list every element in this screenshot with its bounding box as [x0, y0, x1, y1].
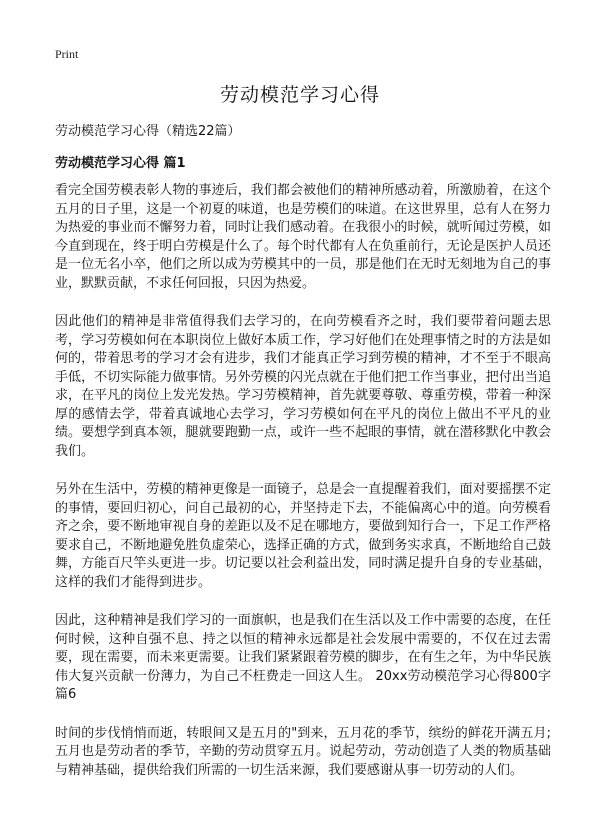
paragraph-3: 另外在生活中，劳模的精神更像是一面镜子，总是会一直提醒着我们，面对要摇摆不定的事情，要回归初心，问自己最初的心，并坚持走下去，不能偏离心中的道。向劳模看齐之余，要不断地审视自身的差距以及不足在哪地方，要做到知行合一，下足工作严格要求自己，不断地避免胜负虚荣心，选择正确的方式，做到务实求真，不断地给自己鼓舞，方能百尺竿头更进一步。切记要以社会利益出发，同时满足提升自身的专业基础，这样的我们才能得到进步。 [55, 482, 551, 590]
print-link[interactable]: Print [55, 47, 79, 61]
section-heading: 劳动模范学习心得 篇1 [55, 156, 186, 171]
article-body [55, 182, 551, 800]
paragraph-5: 时间的步伐悄悄而逝，转眼间又是五月的"到来，五月花的季节，缤纷的鲜花开满五月;五月也是劳动者的季节，辛勤的劳动贯穿五月。说起劳动，劳动创造了人类的物质基础与精神基础，提供给我们所需的一切生活来源，我们要感谢从事一切劳动的人们。 [55, 725, 551, 778]
paragraph-4: 因此，这种精神是我们学习的一面旗帜，也是我们在生活以及工作中需要的态度，在任何时候，这种自强不息、持之以恒的精神永远都是社会发展中需要的，不仅在过去需要，现在需要，而未来更需要。让我们紧紧跟着劳模的脚步，在有生之年，为中华民族伟大复兴贡献一份薄力，为自己不枉费走一回这人生。 20xx劳动模范学习心得800字篇6 [55, 613, 551, 702]
page-title: 劳动模范学习心得 [219, 84, 380, 106]
paragraph-1: 看完全国劳模表彰人物的事迹后，我们都会被他们的精神所感动着，所激励着，在这个五月的日子里，这是一个初夏的味道，也是劳模们的味道。在这世界里，总有人在努力为热爱的事业而不懈努力着，同时让我们感动着。在我很小的时候，就听闻过劳模，如今直到现在，终于明白劳模是什么了。每个时代都有人在负重前行，无论是医护人员还是一位无名小卒，他们之所以成为劳模其中的一员，那是他们在无时无刻地为自己的事业，默默贡献，不求任何回报，只因为热爱。 [55, 183, 551, 291]
paragraph-2: 因此他们的精神是非常值得我们去学习的，在向劳模看齐之时，我们要带着问题去思考，学习劳模如何在本职岗位上做好本质工作，学习好他们在处理事情之时的方法是如何的，带着思考的学习才会有进步，我们才能真正学习到劳模的精神，才不至于不眼高手低，不切实际能力做事情。另外劳模的闪光点就在于他们把工作当事业，把付出当追求，在平凡的岗位上发光发热。学习劳模精神，首先就要尊敬、尊重劳模，带着一种深厚的感情去学，带着真诚地心去学习，学习劳模如何在平凡的岗位上做出不平凡的业绩。要想学到真本领，腿就要跑勤一点，或许一些不起眼的事情，就在潜移默化中教会我们。 [55, 314, 551, 459]
document-subtitle: 劳动模范学习心得（精选22篇） [55, 124, 241, 139]
